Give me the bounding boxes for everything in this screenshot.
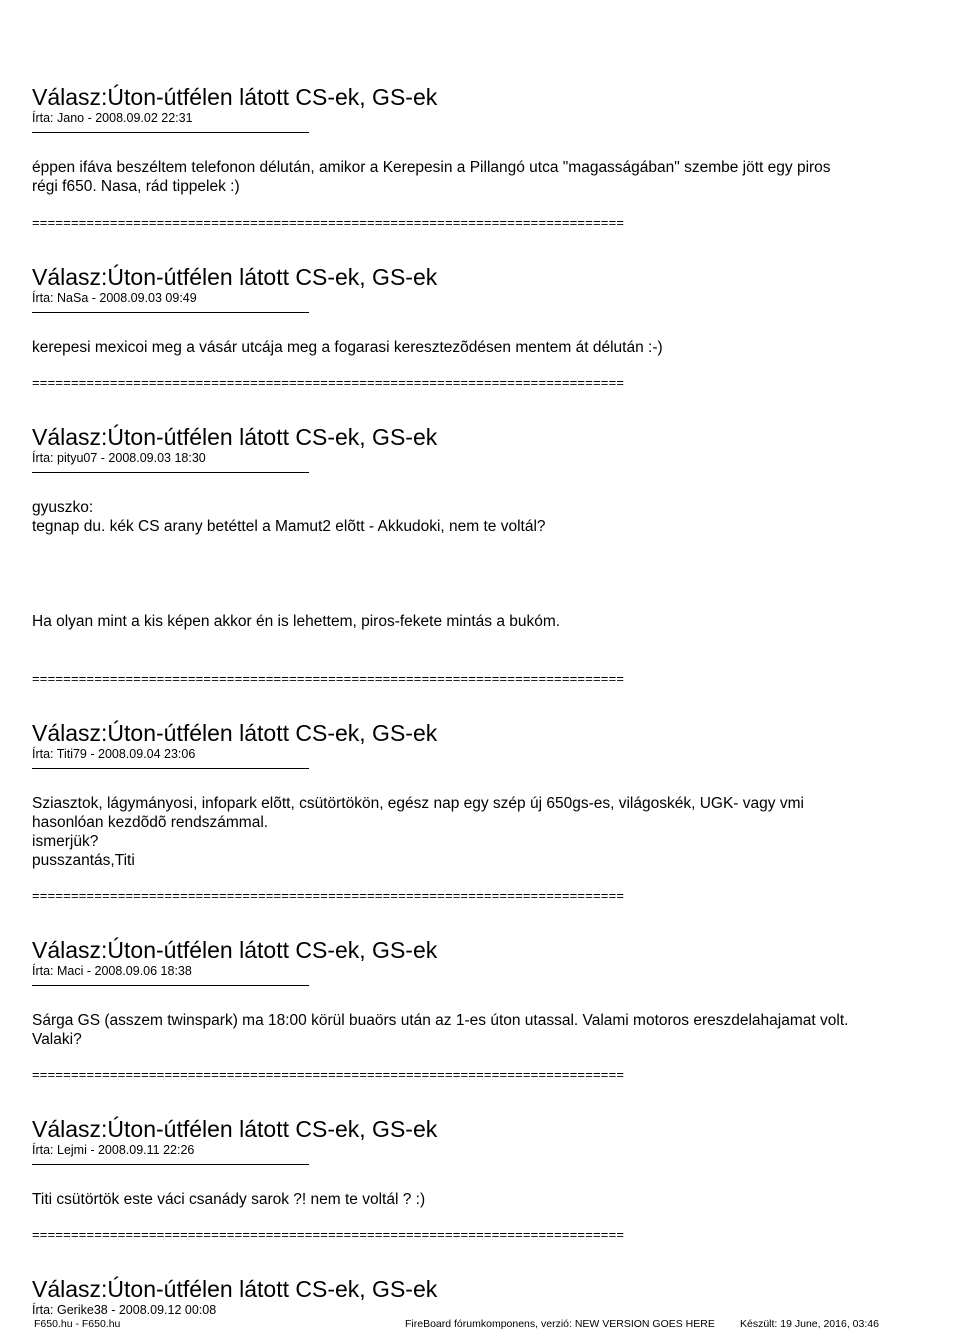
post-meta: Írta: Gerike38 - 2008.09.12 00:08 <box>32 1303 217 1317</box>
body-line: ismerjük? <box>32 833 99 850</box>
post-meta: Írta: pityu07 - 2008.09.03 18:30 <box>32 451 206 465</box>
post-title: Válasz:Úton-útfélen látott CS-ek, GS-ek <box>32 720 438 746</box>
forum-post <box>32 720 932 870</box>
title-rule <box>32 132 309 133</box>
post-body <box>32 1190 932 1209</box>
forum-post <box>32 424 932 631</box>
post-meta: Írta: Lejmi - 2008.09.11 22:26 <box>32 1143 195 1157</box>
body-line: gyuszko: <box>32 499 94 516</box>
body-line <box>32 536 932 555</box>
post-title: Válasz:Úton-útfélen látott CS-ek, GS-ek <box>32 1116 438 1142</box>
post-title: Válasz:Úton-útfélen látott CS-ek, GS-ek <box>32 424 438 450</box>
post-separator: ============================================================================ <box>32 216 625 230</box>
body-line <box>32 593 932 612</box>
post-separator: ============================================================================ <box>32 672 625 686</box>
body-line: pusszantás,Titi <box>32 852 135 869</box>
post-body <box>32 1011 932 1049</box>
body-line <box>32 555 932 574</box>
body-line: régi f650. Nasa, rád tippelek :) <box>32 178 240 195</box>
post-body <box>32 498 932 631</box>
body-line: Ha olyan mint a kis képen akkor én is lehettem, piros-fekete mintás a bukóm. <box>32 613 561 630</box>
body-line: Titi csütörtök este váci csanády sarok ?! nem te voltál ? :) <box>32 1191 426 1208</box>
post-separator: ============================================================================ <box>32 376 625 390</box>
title-rule <box>32 472 309 473</box>
post-meta: Írta: Maci - 2008.09.06 18:38 <box>32 964 192 978</box>
body-line: Sárga GS (asszem twinspark) ma 18:00 körül buaörs után az 1-es úton utassal. Valami motoros ereszdelahajamat volt. <box>32 1012 849 1029</box>
forum-post <box>32 264 932 357</box>
forum-post <box>32 1276 932 1317</box>
body-line: tegnap du. kék CS arany betéttel a Mamut2 elõtt - Akkudoki, nem te voltál? <box>32 518 546 535</box>
forum-post <box>32 84 932 196</box>
body-line: Valaki? <box>32 1031 82 1048</box>
footer-component: FireBoard fórumkomponens, verzió: NEW VERSION GOES HERE <box>405 1318 715 1330</box>
title-rule <box>32 985 309 986</box>
post-title: Válasz:Úton-útfélen látott CS-ek, GS-ek <box>32 1276 438 1302</box>
title-rule <box>32 768 309 769</box>
post-body <box>32 794 932 870</box>
post-body <box>32 158 932 196</box>
post-separator: ============================================================================ <box>32 1228 625 1242</box>
title-rule <box>32 1164 309 1165</box>
post-meta: Írta: NaSa - 2008.09.03 09:49 <box>32 291 197 305</box>
forum-post <box>32 937 932 1049</box>
post-meta: Írta: Titi79 - 2008.09.04 23:06 <box>32 747 196 761</box>
post-title: Válasz:Úton-útfélen látott CS-ek, GS-ek <box>32 84 438 110</box>
post-body <box>32 338 932 357</box>
title-rule <box>32 312 309 313</box>
footer-site: F650.hu - F650.hu <box>34 1318 121 1330</box>
body-line: Sziasztok, lágymányosi, infopark elõtt, csütörtökön, egész nap egy szép új 650gs-es, világoskék, UGK- vagy vmi <box>32 795 804 812</box>
body-line <box>32 574 932 593</box>
post-separator: ============================================================================ <box>32 1068 625 1082</box>
body-line: kerepesi mexicoi meg a vásár utcája meg a fogarasi keresztezõdésen mentem át délután :-) <box>32 339 663 356</box>
body-line: éppen ifáva beszéltem telefonon délután, amikor a Kerepesin a Pillangó utca "magasságában" szembe jött egy piros <box>32 159 831 176</box>
post-meta: Írta: Jano - 2008.09.02 22:31 <box>32 111 193 125</box>
post-title: Válasz:Úton-útfélen látott CS-ek, GS-ek <box>32 264 438 290</box>
body-line: hasonlóan kezdõdõ rendszámmal. <box>32 814 269 831</box>
forum-post <box>32 1116 932 1209</box>
post-title: Válasz:Úton-útfélen látott CS-ek, GS-ek <box>32 937 438 963</box>
footer-generated: Készült: 19 June, 2016, 03:46 <box>740 1318 879 1330</box>
post-separator: ============================================================================ <box>32 889 625 903</box>
